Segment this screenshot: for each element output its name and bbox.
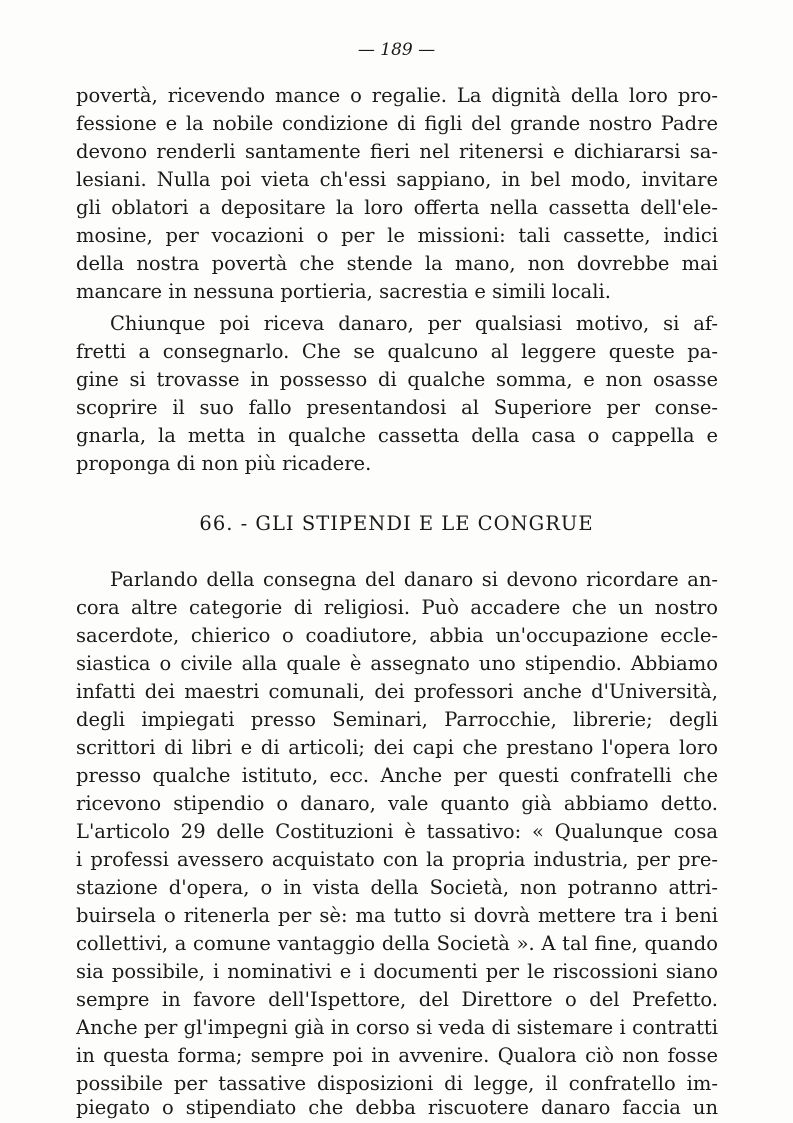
text-line: ricevono stipendio o danaro, vale quanto già abbiamo detto. (76, 792, 718, 815)
text-line: scoprire il suo fallo presentandosi al Superiore per conse- (76, 396, 718, 419)
text-line: L'articolo 29 delle Costituzioni è tassativo: « Qualunque cosa (76, 820, 718, 843)
section-heading: 66. - GLI STIPENDI E LE CONGRUE (199, 512, 594, 535)
text-line: lesiani. Nulla poi vieta ch'essi sappiano, in bel modo, invitare (76, 168, 718, 191)
text-line: presso qualche istituto, ecc. Anche per questi confratelli che (76, 764, 718, 787)
text-line: collettivi, a comune vantaggio della Società ». A tal fine, quando (76, 932, 718, 955)
text-line: buirsela o ritenerla per sè: ma tutto si dovrà mettere tra i beni (76, 904, 718, 927)
text-line: Anche per gl'impegni già in corso si veda di sistemare i contratti (76, 1016, 718, 1039)
text-line: infatti dei maestri comunali, dei professori anche d'Università, (76, 680, 718, 703)
text-line: possibile per tassative disposizioni di legge, il confratello im- (76, 1072, 718, 1095)
text-line: in questa forma; sempre poi in avvenire. Qualora ciò non fosse (76, 1044, 718, 1067)
text-line: sia possibile, i nominativi e i documenti per le riscossioni siano (76, 960, 718, 983)
text-line: Parlando della consegna del danaro si devono ricordare an- (110, 568, 718, 591)
text-line: povertà, ricevendo mance o regalie. La dignità della loro pro- (76, 84, 718, 107)
text-line: i professi avessero acquistato con la propria industria, per pre- (76, 848, 718, 871)
text-line: mosine, per vocazioni o per le missioni: tali cassette, indici (76, 224, 718, 247)
text-line: scrittori di libri e di articoli; dei capi che prestano l'opera loro (76, 736, 718, 759)
text-line: sacerdote, chierico o coadiutore, abbia un'occupazione eccle- (76, 624, 718, 647)
text-line: piegato o stipendiato che debba riscuotere danaro faccia un (76, 1096, 718, 1119)
page-number: — 189 — (357, 40, 436, 60)
text-line: gli oblatori a depositare la loro offerta nella cassetta dell'ele- (76, 196, 718, 219)
text-line: della nostra povertà che stende la mano, non dovrebbe mai (76, 252, 718, 275)
text-line: gine si trovasse in possesso di qualche somma, e non osasse (76, 368, 718, 391)
text-line: sempre in favore dell'Ispettore, del Direttore o del Prefetto. (76, 988, 718, 1011)
text-line: mancare in nessuna portieria, sacrestia e simili locali. (76, 280, 611, 303)
text-line: Chiunque poi riceva danaro, per qualsiasi motivo, si af- (110, 312, 718, 335)
text-line: proponga di non più ricadere. (76, 452, 372, 475)
text-line: gnarla, la metta in qualche cassetta della casa o cappella e (76, 424, 718, 447)
text-line: degli impiegati presso Seminari, Parrocchie, librerie; degli (76, 708, 718, 731)
text-line: stazione d'opera, o in vista della Società, non potranno attri- (76, 876, 718, 899)
text-line: fessione e la nobile condizione di figli del grande nostro Padre (76, 112, 718, 135)
text-line: siastica o civile alla quale è assegnato uno stipendio. Abbiamo (76, 652, 718, 675)
text-line: fretti a consegnarlo. Che se qualcuno al leggere queste pa- (76, 340, 718, 363)
text-line: devono renderli santamente fieri nel ritenersi e dichiararsi sa- (76, 140, 718, 163)
text-line: cora altre categorie di religiosi. Può accadere che un nostro (76, 596, 718, 619)
